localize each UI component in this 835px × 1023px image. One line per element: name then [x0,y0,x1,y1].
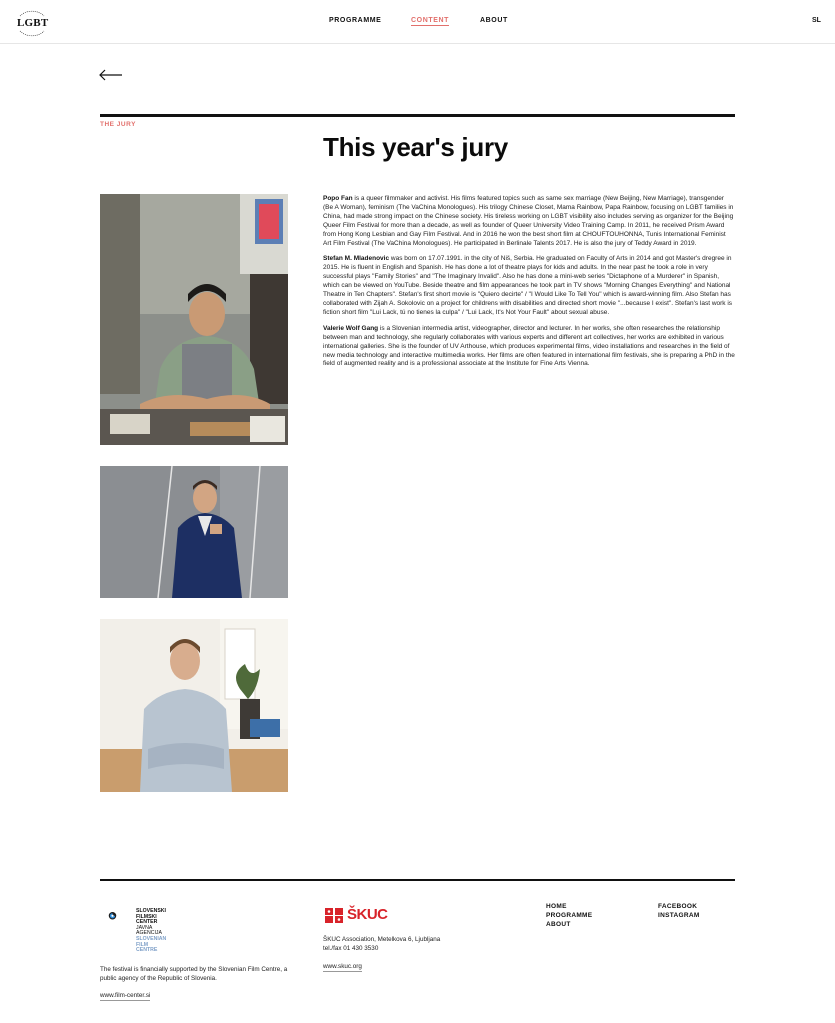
site-header [0,0,835,44]
nav-programme[interactable]: PROGRAMME [329,17,382,24]
section-divider [100,114,735,117]
page-title: This year's jury [323,132,508,162]
sfc-line: JAVNA [136,924,153,931]
sfc-line: CENTER [136,919,158,926]
jury-name: Stefan M. Mladenovic [323,255,390,263]
jury-photo-popo-fan [100,194,288,445]
back-arrow-icon[interactable] [99,68,123,82]
festival-logo[interactable] [14,8,50,38]
footer-instagram-link[interactable]: INSTAGRAM [658,912,700,919]
bio-valerie-wolf-gang [323,325,735,370]
sfc-logo-text [136,909,166,954]
jury-bios [323,195,735,376]
logo-word: LGBT [17,17,49,29]
skuc-logo[interactable] [325,905,395,925]
nav-about[interactable]: ABOUT [480,17,508,24]
sfc-line: SLOVENSKI [136,908,166,914]
bio-popo-fan [323,195,735,248]
footer-nav-home[interactable]: HOME [546,903,567,910]
jury-name: Valerie Wolf Gang [323,324,379,332]
sfc-line-blue: CENTRE [136,947,158,954]
sfc-line: AGENCIJA [136,930,162,937]
sfc-line-blue: FILM [136,941,149,948]
bio-stefan-mladenovic [323,255,735,317]
jury-bio-text: is a queer filmmaker and activist. His films featured topics such as same sex marriage (New Beijing, New Marriage), transgender (Be A Woman), feminism (The VaChina Monologues). His trilogy Chinese Closet, Mama Rainbow, Papa Rainbow, focusing on LGBT families in China, had made strong impact on the Chinese society. His tireless working on LGBT visibility also includes serving as organizer for the Beijing Queer Film Festival for more than a decade, as well as founder of Queer University Video Training Camp. In 2011, he received Prism Award from Hong Kong Lesbian and Gay Film Festival. And in 2016 he won the best short film at CHOUFTOUHONNA, Tunis International Feminist Art Film Festival (The VaChina Monologues). He participated in Berlinale Talents 2017. He is also the jury of Teddy Award in 2019. [323,195,734,247]
sfc-note: The festival is financially supported by the Slovenian Film Centre, a public agency of the Republic of Slovenia. [100,966,288,982]
footer-nav-programme[interactable]: PROGRAMME [546,912,593,919]
sfc-logo-icon[interactable] [108,906,138,936]
jury-bio-text: is a Slovenian intermedia artist, videographer, director and lecturer. In her works, she often researches the relationship between man and technology, she regularly collaborates with various experts and different art collectives, her works are exhibited in various international galleries. She is the founder of UV Arthouse, which produces experimental films, video installations and researches in the field of new media technology and interactive multimedia works. Her films are often featured in international film festivals, she is preparing a PhD in the field of augmented reality and is a professional associate at the Institute for Fine Arts Vienna. [323,324,735,368]
skuc-address-line: ŠKUC Association, Metelkova 6, Ljubljana [323,936,441,943]
skuc-link[interactable]: www.skuc.org [323,963,362,970]
nav-content[interactable]: CONTENT [411,17,450,24]
skuc-address [323,935,440,953]
sfc-line: FILMSKI [136,913,157,920]
jury-photo-stefan-mladenovic [100,466,288,598]
jury-photo-valerie-wolf-gang [100,619,288,792]
sfc-line-blue: SLOVENIAN [136,935,167,942]
section-label: THE JURY [100,121,136,128]
skuc-logo-text: ŠKUC [347,906,388,923]
footer-facebook-link[interactable]: FACEBOOK [658,903,698,910]
sfc-link[interactable]: www.film-center.si [100,992,151,999]
jury-bio-text: was born on 17.07.1991. in the city of Niš, Serbia. He graduated on Faculty of Arts in 2014 and got Master's dregree in 2015. He is fluent in English and Spanish. He has done a lot of theatre plays for kids and adults. In the near past he took a role in very successful plays "Family Stories" and "The Imaginary Invalid". Also he has done a mini-web series "Dictaphone of a Murderer" in Spanish, which can be viewed on YouTube. Beside theatre and film appearances he took part in TV shows "Morning Changes Everything" and National Theatre in Ten Chapters". Stefan's first short movie is "Quiero decirte" / "I Would Like To Tell You" which is award-winning film. Also Stefan has collaborated with Zijah A. Sokolovic on a project for childrens with disabilities and directed short movie "...because I exist". Stefan's last work is fiction short film "Lui Lack, tú no tienes la culpa" / "Lui Lack, It's Not Your Fault" about sexual abuse. [323,255,733,316]
footer-divider [100,879,735,881]
footer-nav-about[interactable]: ABOUT [546,921,571,928]
language-switch[interactable]: SL [812,17,821,24]
skuc-phone: tel./fax 01 430 3530 [323,945,379,952]
jury-name: Popo Fan [323,195,353,202]
